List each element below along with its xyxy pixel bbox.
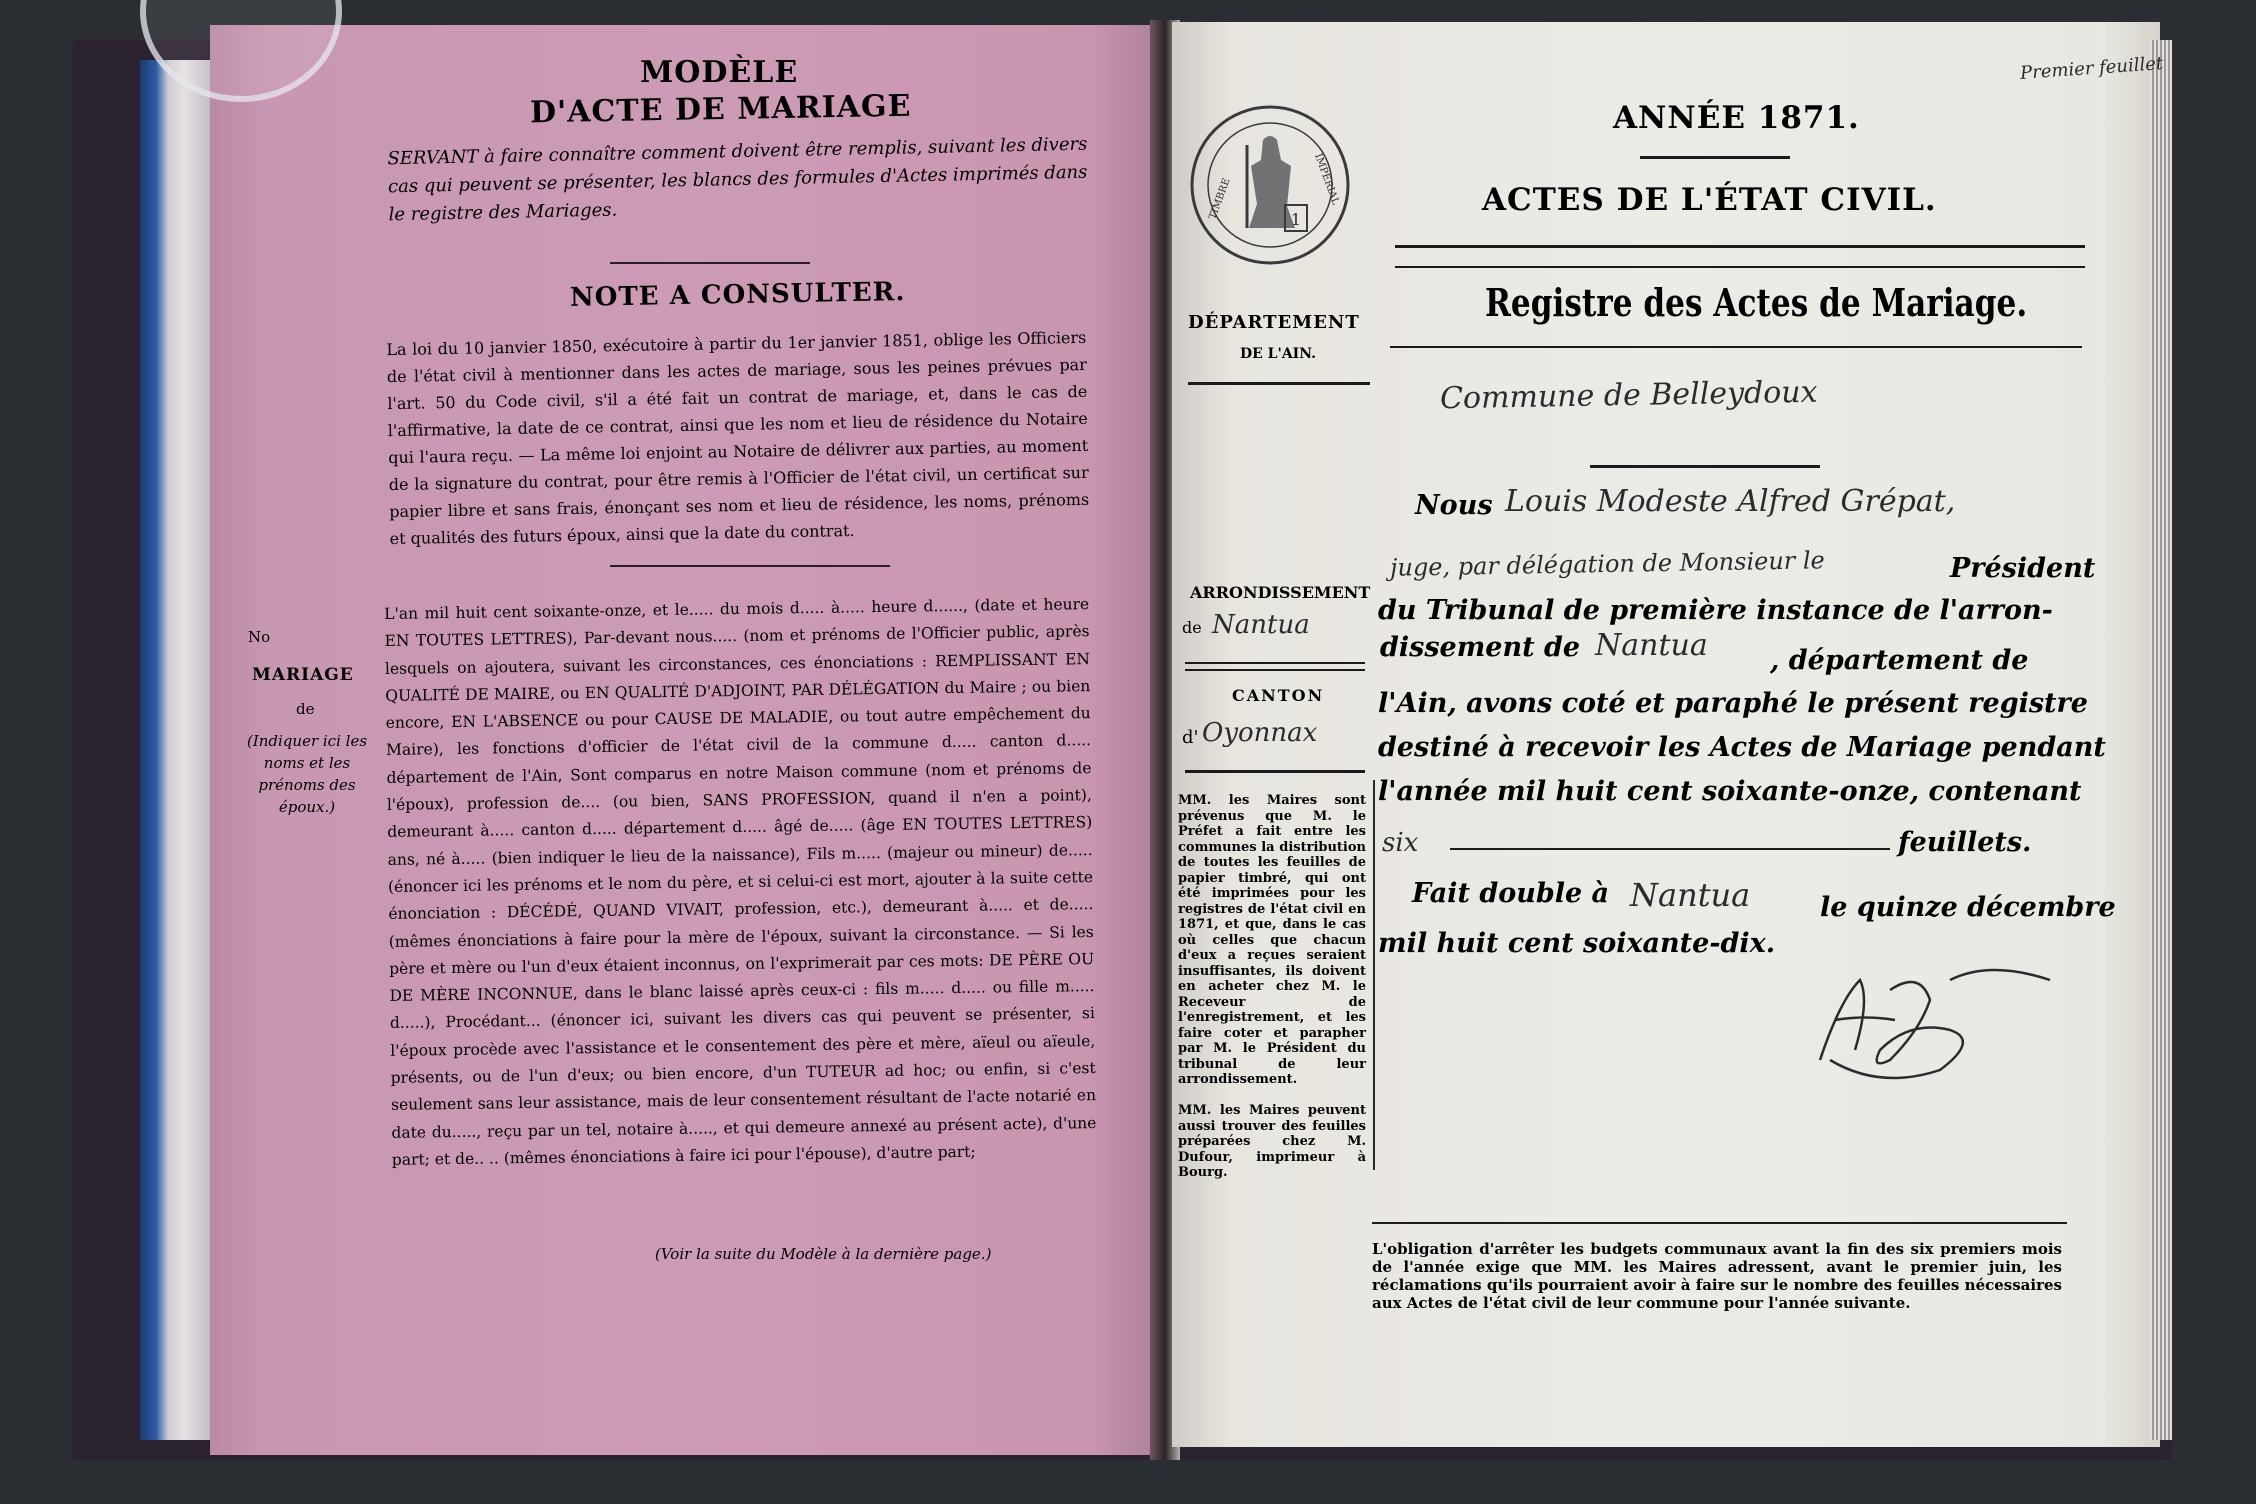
body-line-4a: dissement de bbox=[1380, 632, 1581, 663]
side-divider bbox=[1188, 382, 1370, 385]
register-title: Registre des Actes de Mariage. bbox=[1485, 280, 2028, 325]
register-year: ANNÉE 1871. bbox=[1613, 100, 1860, 136]
body-line-8: feuillets. bbox=[1898, 827, 2032, 858]
body-line-4b: , département de bbox=[1770, 645, 2029, 676]
department-name: DE L'AIN. bbox=[1240, 346, 1317, 362]
sheet-count-handwriting: six bbox=[1382, 828, 1419, 858]
sheet-count-line bbox=[1450, 848, 1890, 850]
divider-ornament bbox=[1590, 465, 1820, 468]
body-nous: Nous bbox=[1415, 490, 1493, 521]
body-line-3: du Tribunal de première instance de l'arron- bbox=[1378, 595, 2053, 626]
arrondissement-prefix: de bbox=[1182, 618, 1202, 637]
president-word: Président bbox=[1950, 553, 2096, 584]
arrondissement-label: ARRONDISSEMENT bbox=[1190, 583, 1371, 602]
arrondissement-value: Nantua bbox=[1212, 610, 1310, 640]
margin-number-label: No bbox=[248, 628, 271, 646]
signature-icon bbox=[1780, 950, 2080, 1080]
place-handwriting: Nantua bbox=[1630, 876, 1751, 914]
bottom-rule bbox=[1372, 1222, 2067, 1224]
stamp-text-right: IMPERIAL bbox=[1312, 152, 1341, 207]
canton-prefix: d' bbox=[1182, 727, 1199, 748]
canton-label: CANTON bbox=[1232, 686, 1325, 705]
model-form-text: L'an mil huit cent soixante-onze, et le..... du mois d..... à..... heure d......, (date et heure EN TOUTES LETTRES), Par-devant nous..... (nom et prénoms de l'Officier public, après lesquels on ajoutera, suivant les circonstances, ces énonciations : REMPLISSANT EN QUALITÉ DE MAIRE, ou EN QUALITÉ D'ADJOINT, PAR DÉLÉGATION du Maire ; ou bien encore, EN L'ABSENCE ou pour CAUSE DE MALADIE, ou tout autre empêchement du Maire), les fonctions d'officier de l'état civil de la commune d..... canton d..... département de l'Ain, Sont comparus en notre Maison commune (nom et prénoms de l'époux), profession de.... (ou bien, SANS PROFESSION, quand il n'en a point), demeurant à..... canton d..... département d..... âgé de..... (âge EN TOUTES LETTRES) ans, né à..... (bien indiquer le lieu de la naissance), Fils m..... (majeur ou mineur) de..... (énoncer ici les prénoms et le nom du père, et si celui-ci est mort, ajouter à la suite cette énonciation : DÉCÉDÉ, QUAND VIVAIT, profession, etc.), demeurant à..... et de..... (mêmes énonciations à faire pour la mère de l'époux, suivant la circonstance. — Si les père et mère ou l'un d'eux étaient inconnus, on l'exprimerait par ces mots: DE PÈRE OU DE MÈRE INCONNUE, dans le blanc laissé après ceux-ci : fils m..... d..... ou fille m..... d.....), Procédant... (énoncer ici, suivant les divers cas qui peuvent se présenter, si l'époux procède avec l'assistance et le consentement des père et mère, aïeul ou aïeule, présents, ou de l'un d'eux; ou bien encore, d'un TUTEUR ad hoc; ou enfin, si c'est seulement sans leur assistance, mais de leur consentement résultant de l'acte notarié en date du....., reçu par un tel, notaire à....., et qui demeure annexé au présent acte), d'une part; et de.. .. (mêmes énonciations à faire ici pour l'épouse), d'autre part; bbox=[384, 595, 1097, 1169]
side-divider bbox=[1185, 770, 1365, 773]
model-subtitle: D'ACTE DE MARIAGE bbox=[529, 88, 912, 131]
margin-de-label: de bbox=[296, 700, 315, 718]
title-underline bbox=[1390, 346, 2082, 348]
divider-ornament bbox=[1640, 156, 1790, 159]
note-heading: NOTE A CONSULTER. bbox=[569, 277, 906, 313]
divider-ornament bbox=[610, 262, 810, 264]
column-separator bbox=[1373, 780, 1375, 1170]
body-line-9a: Fait double à bbox=[1412, 878, 1610, 909]
double-rule bbox=[1395, 266, 2085, 268]
body-line-5: l'Ain, avons coté et paraphé le présent registre bbox=[1378, 688, 2088, 719]
note-paragraph: La loi du 10 janvier 1850, exécutoire à partir du 1er janvier 1851, oblige les Officiers de l'état civil à mentionner dans les actes de mariage, sous les peines prévues par l'art. 50 du Code civil, s'il a été fait un contrat de mariage, et, dans le cas de l'affirmative, la date de ce contrat, ainsi que les nom et lieu de résidence du Notaire qui l'aura reçu. — La même loi enjoint au Notaire de délivrer aux parties, au moment de la signature du contrat, pour être remis à l'Officier de l'état civil, un certificat sur papier libre et sans frais, énonçant ses nom et lieu de résidence, les noms, prénoms et qualités des futurs époux, ainsi que la date du contrat. bbox=[386, 327, 1090, 549]
commune-name: Commune de Belleydoux bbox=[1439, 374, 1818, 417]
divider-ornament bbox=[610, 565, 890, 567]
budget-notice: L'obligation d'arrêter les budgets communaux avant la fin des six premiers mois de l'année exige que MM. les Maires adressent, avant le premier juin, les réclamations qu'ils pourraient avoir à faire sur le nombre des feuilles nécessaires aux Actes de l'état civil de leur commune pour l'année suivante. bbox=[1372, 1240, 2062, 1312]
printer-notice: MM. les Maires peuvent aussi trouver des feuilles préparées chez M. Dufour, imprimeur à Bourg. bbox=[1178, 1103, 1366, 1180]
delegation-handwriting: juge, par délégation de Monsieur le bbox=[1389, 546, 1825, 582]
model-footer: (Voir la suite du Modèle à la dernière page.) bbox=[655, 1245, 992, 1263]
department-label: DÉPARTEMENT bbox=[1188, 312, 1360, 333]
side-divider bbox=[1185, 669, 1365, 671]
corner-handwritten-note: Premier feuillet bbox=[2019, 53, 2164, 84]
body-line-6: destiné à recevoir les Actes de Mariage pendant bbox=[1378, 732, 2106, 763]
model-title: MODÈLE bbox=[640, 55, 799, 90]
stamp-text-left: TIMBRE bbox=[1207, 176, 1233, 222]
judge-name: Louis Modeste Alfred Grépat, bbox=[1505, 484, 1956, 519]
page-stack-left bbox=[140, 60, 220, 1440]
stamp-value: 1 bbox=[1290, 210, 1302, 229]
register-heading: ACTES DE L'ÉTAT CIVIL. bbox=[1482, 182, 1937, 218]
margin-hint: (Indiquer ici les noms et les prénoms des époux.) bbox=[246, 732, 368, 816]
margin-mariage-label: MARIAGE bbox=[252, 665, 354, 685]
double-rule bbox=[1395, 245, 2085, 248]
body-line-10: mil huit cent soixante-dix. bbox=[1378, 928, 1776, 959]
canton-value: Oyonnax bbox=[1202, 718, 1318, 748]
side-divider bbox=[1185, 662, 1365, 664]
page-stack-right bbox=[2150, 40, 2172, 1440]
arrondissement-handwriting: Nantua bbox=[1595, 628, 1708, 663]
body-line-9b: le quinze décembre bbox=[1820, 892, 2116, 923]
body-line-7: l'année mil huit cent soixante-onze, contenant bbox=[1378, 776, 2082, 807]
model-intro: SERVANT à faire connaître comment doivent être remplis, suivant les divers cas qui peuvent se présenter, les blancs des formules d'Actes imprimés dans le registre des Mariages. bbox=[387, 133, 1088, 226]
prefect-notice: MM. les Maires sont prévenus que M. le Préfet a fait entre les communes la distribution de toutes les feuilles de papier timbré, qui ont été imprimées pour les registres de l'état civil en 1871, et que, dans le cas où celles que chacun d'eux a reçues seraient insuffisantes, ils doivent en acheter chez M. le Receveur de l'enregistrement, et les faire coter et parapher par M. le Président du tribunal de leur arrondissement. bbox=[1178, 793, 1366, 1087]
imperial-stamp-icon bbox=[1185, 100, 1355, 270]
